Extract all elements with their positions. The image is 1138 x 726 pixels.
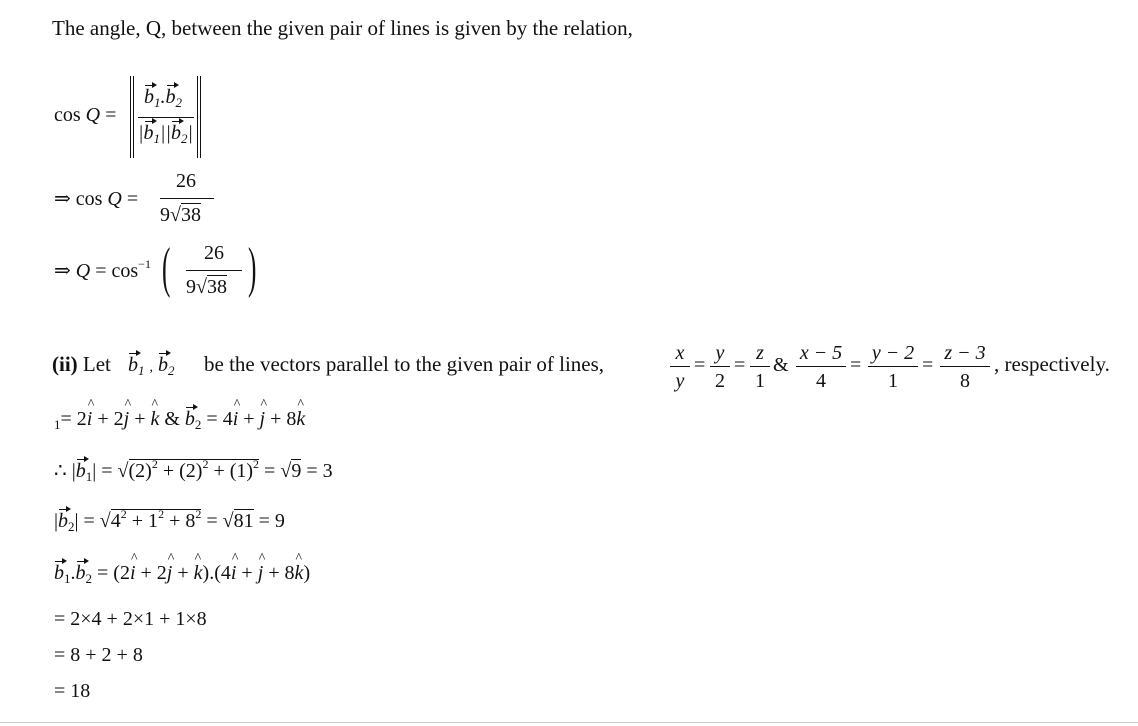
l1-y-den: 2 [715,370,725,392]
eq2-numerator: 26 [176,170,196,192]
l2-y-num: y − 2 [871,342,915,364]
l2-y-bar [868,366,918,367]
l2-x-num: x − 5 [799,342,843,364]
intro-text: The angle, Q, between the given pair of lines is given by the relation, [52,16,633,40]
l1-x-bar [670,366,690,367]
eq1-lhs: cos Q = [54,104,117,126]
eq2-fraction-bar [160,198,214,199]
eq9: = 8 + 2 + 8 [54,644,143,666]
eq1-denominator: $|b_1||b_2|$ [138,122,193,146]
l1-z-den: 1 [755,370,765,392]
eq2-lhs: ⇒ cos Q = [54,188,139,210]
eq1-abs-right2 [200,76,201,158]
l2-z-num: z − 3 [944,342,986,364]
eq3-left-paren: ( [162,237,171,299]
l1-z-num: z [756,342,764,364]
eq3-fraction-bar [186,270,242,271]
eq-sign: = [922,354,934,376]
l1-y-bar [710,366,730,367]
eq1-fraction-bar [138,117,194,118]
part2-respectively: , respectively. [994,352,1110,376]
l2-z-den: 8 [960,370,970,392]
eq1-abs-left2 [133,76,134,158]
part2-text: be the vectors parallel to the given pair of lines, [204,352,605,376]
eq6: $|b_2| = √4^2 + 1^2 + 8^2 = √81 = 9$ [54,507,285,534]
eq2-denominator: 9√38 [160,204,201,226]
eq3-right-paren: ) [248,237,257,299]
eq1-abs-right [197,76,198,158]
l2-x-den: 4 [816,370,826,392]
eq-sign: = [850,354,862,376]
l2-y-den: 1 [888,370,898,392]
eq7: $b_1.b_2$ = (2^ i + 2^ j + ^ k).(4^ i + ^ j + 8^ k) [54,562,310,585]
ampersand: & [773,354,789,376]
l2-z-bar [940,366,990,367]
part2-vectors: $b_1$ , $b_2$ [128,354,175,378]
l2-x-bar [796,366,846,367]
eq5: ∴ $|b_1| = √(2)^2 + (2)^2 + (1)^2 = √9 = 3$ [54,457,333,484]
eq3-lhs: ⇒ $Q = \cos^{-1}$ [54,257,151,282]
eq3-numerator: 26 [204,242,224,264]
eq-sign: = [734,354,746,376]
eq-sign: = [694,354,706,376]
eq8: = 2×4 + 2×1 + 1×8 [54,608,207,630]
l1-x-num: x [675,342,685,364]
eq4: $_1$= 2^ i + 2^ j + ^ k & $b_2$ = 4^ i + ^ j + 8^ k [54,408,305,431]
l1-z-bar [750,366,770,367]
eq1-numerator: $b_1.b_2$ [144,86,182,110]
eq1-abs-left [130,76,131,158]
l1-y-num: y [715,342,725,364]
eq10: = 18 [54,680,91,702]
eq3-denominator: 9√38 [186,276,227,298]
l1-x-den: y [675,370,685,392]
bottom-divider [0,722,1138,723]
part2-label: (ii) Let [52,352,111,376]
